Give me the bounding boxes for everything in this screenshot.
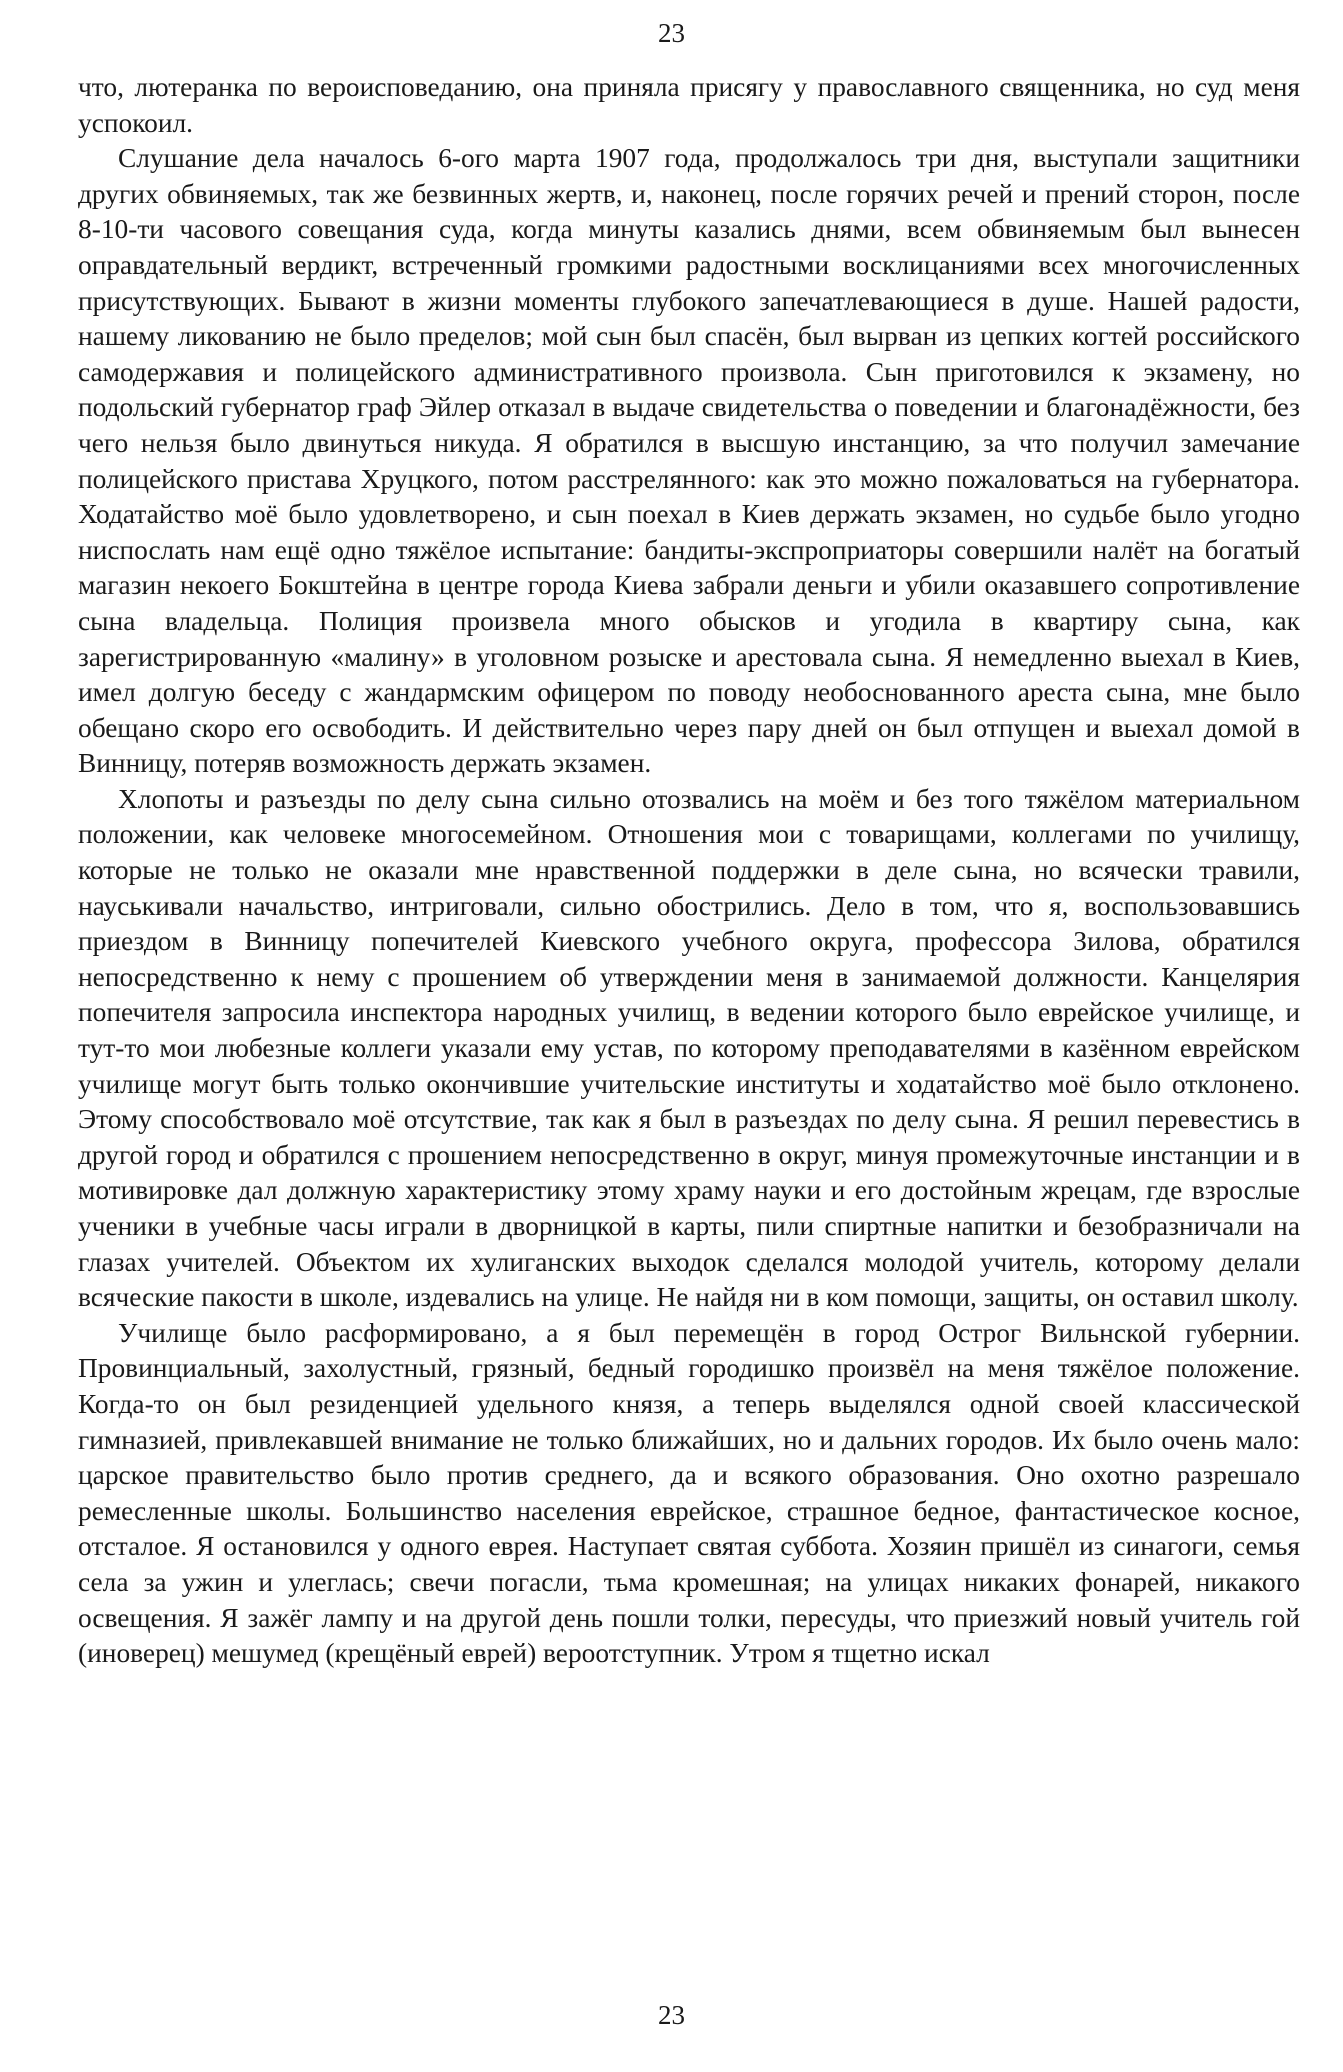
paragraph-continuation: что, лютеранка по вероисповеданию, она приняла присягу у православного священника, но суд меня успокоил. — [78, 72, 1300, 138]
paragraph-ostrog: Училище было расформировано, а я был перемещён в город Острог Вильнской губернии. Провинциальный, захолустный, грязный, бедный городишко произвёл на меня тяжёлое положение. Когда-то он был резиденцией удельного князя, а теперь выделялся одной своей классической гимназией, привлекавшей внимание не только ближайших, но и дальних городов. Их было очень мало: царское правительство было против среднего, да и всякого образования. Оно охотно разрешало ремесленные школы. Большинство населения еврейское, страшное бедное, фантастическое косное, отсталое. Я остановился у одного еврея. Наступает святая суббота. Хозяин пришёл из синагоги, семья села за ужин и улеглась; свечи погасли, тьма кромешная; на улицах никаких фонарей, никакого освещения. Я зажёг лампу и на другой день пошли толки, пересуды, что приезжий новый учитель гой (иноверец) мешумед (крещёный еврей) вероотступник. Утром я тщетно искал — [78, 1317, 1300, 1669]
page-number-bottom: 23 — [658, 2000, 685, 2030]
body-text — [78, 70, 1300, 1672]
page-number-top: 23 — [658, 18, 685, 48]
paragraph-trial: Слушание дела началось 6-ого марта 1907 года, продолжалось три дня, выступали защитники других обвиняемых, так же безвинных жертв, и, наконец, после горячих речей и прений сторон, после 8-10-ти часового совещания суда, когда минуты казались днями, всем обвиняемым был вынесен оправдательный вердикт, встреченный громкими радостными восклицаниями всех многочисленных присутствующих. Бывают в жизни моменты глубокого запечатлевающиеся в душе. Нашей радости, нашему ликованию не было пределов; мой сын был спасён, был вырван из цепких когтей российского самодержавия и полицейского административного произвола. Сын приготовился к экзамену, но подольский губернатор граф Эйлер отказал в выдаче свидетельства о поведении и благонадёжности, без чего нельзя было двинуться никуда. Я обратился в высшую инстанцию, за что получил замечание полицейского пристава Хруцкого, потом расстрелянного: как это можно пожаловаться на губернатора. Ходатайство моё было удовлетворено, и сын поехал в Киев держать экзамен, но судьбе было угодно ниспослать нам ещё одно тяжёлое испытание: бандиты-экспроприаторы совершили налёт на богатый магазин некоего Бокштейна в центре города Киева забрали деньги и убили оказавшего сопротивление сына владельца. Полиция произвела много обысков и угодила в квартиру сына, как зарегистрированную «малину» в уголовном розыске и арестовала сына. Я немедленно выехал в Киев, имел долгую беседу с жандармским офицером по поводу необоснованного ареста сына, мне было обещано скоро его освободить. И действительно через пару дней он был отпущен и выехал домой в Винницу, потеряв возможность держать экзамен. — [78, 143, 1300, 779]
paragraph-troubles: Хлопоты и разъезды по делу сына сильно отозвались на моём и без того тяжёлом материальном положении, как человеке многосемейном. Отношения мои с товарищами, коллегами по училищу, которые не только не оказали мне нравственной поддержки в деле сына, но всячески травили, науськивали начальство, интриговали, сильно обострились. Дело в том, что я, воспользовавшись приездом в Винницу попечителей Киевского учебного округа, профессора Зилова, обратился непосредственно к нему с прошением об утверждении меня в занимаемой должности. Канцелярия попечителя запросила инспектора народных училищ, в ведении которого было еврейское училище, и тут-то мои любезные коллеги указали ему устав, по которому преподавателями в казённом еврейском училище могут быть только окончившие учительские институты и ходатайство моё было отклонено. Этому способствовало моё отсутствие, так как я был в разъездах по делу сына. Я решил перевестись в другой город и обратился с прошением непосредственно в округ, минуя промежуточные инстанции и в мотивировке дал должную характеристику этому храму науки и его достойным жрецам, где взрослые ученики в учебные часы играли в дворницкой в карты, пили спиртные напитки и безобразничали на глазах учителей. Объектом их хулиганских выходок сделался молодой учитель, которому делали всяческие пакости в школе, издевались на улице. Не найдя ни в ком помощи, защиты, он оставил школу. — [78, 783, 1300, 1313]
